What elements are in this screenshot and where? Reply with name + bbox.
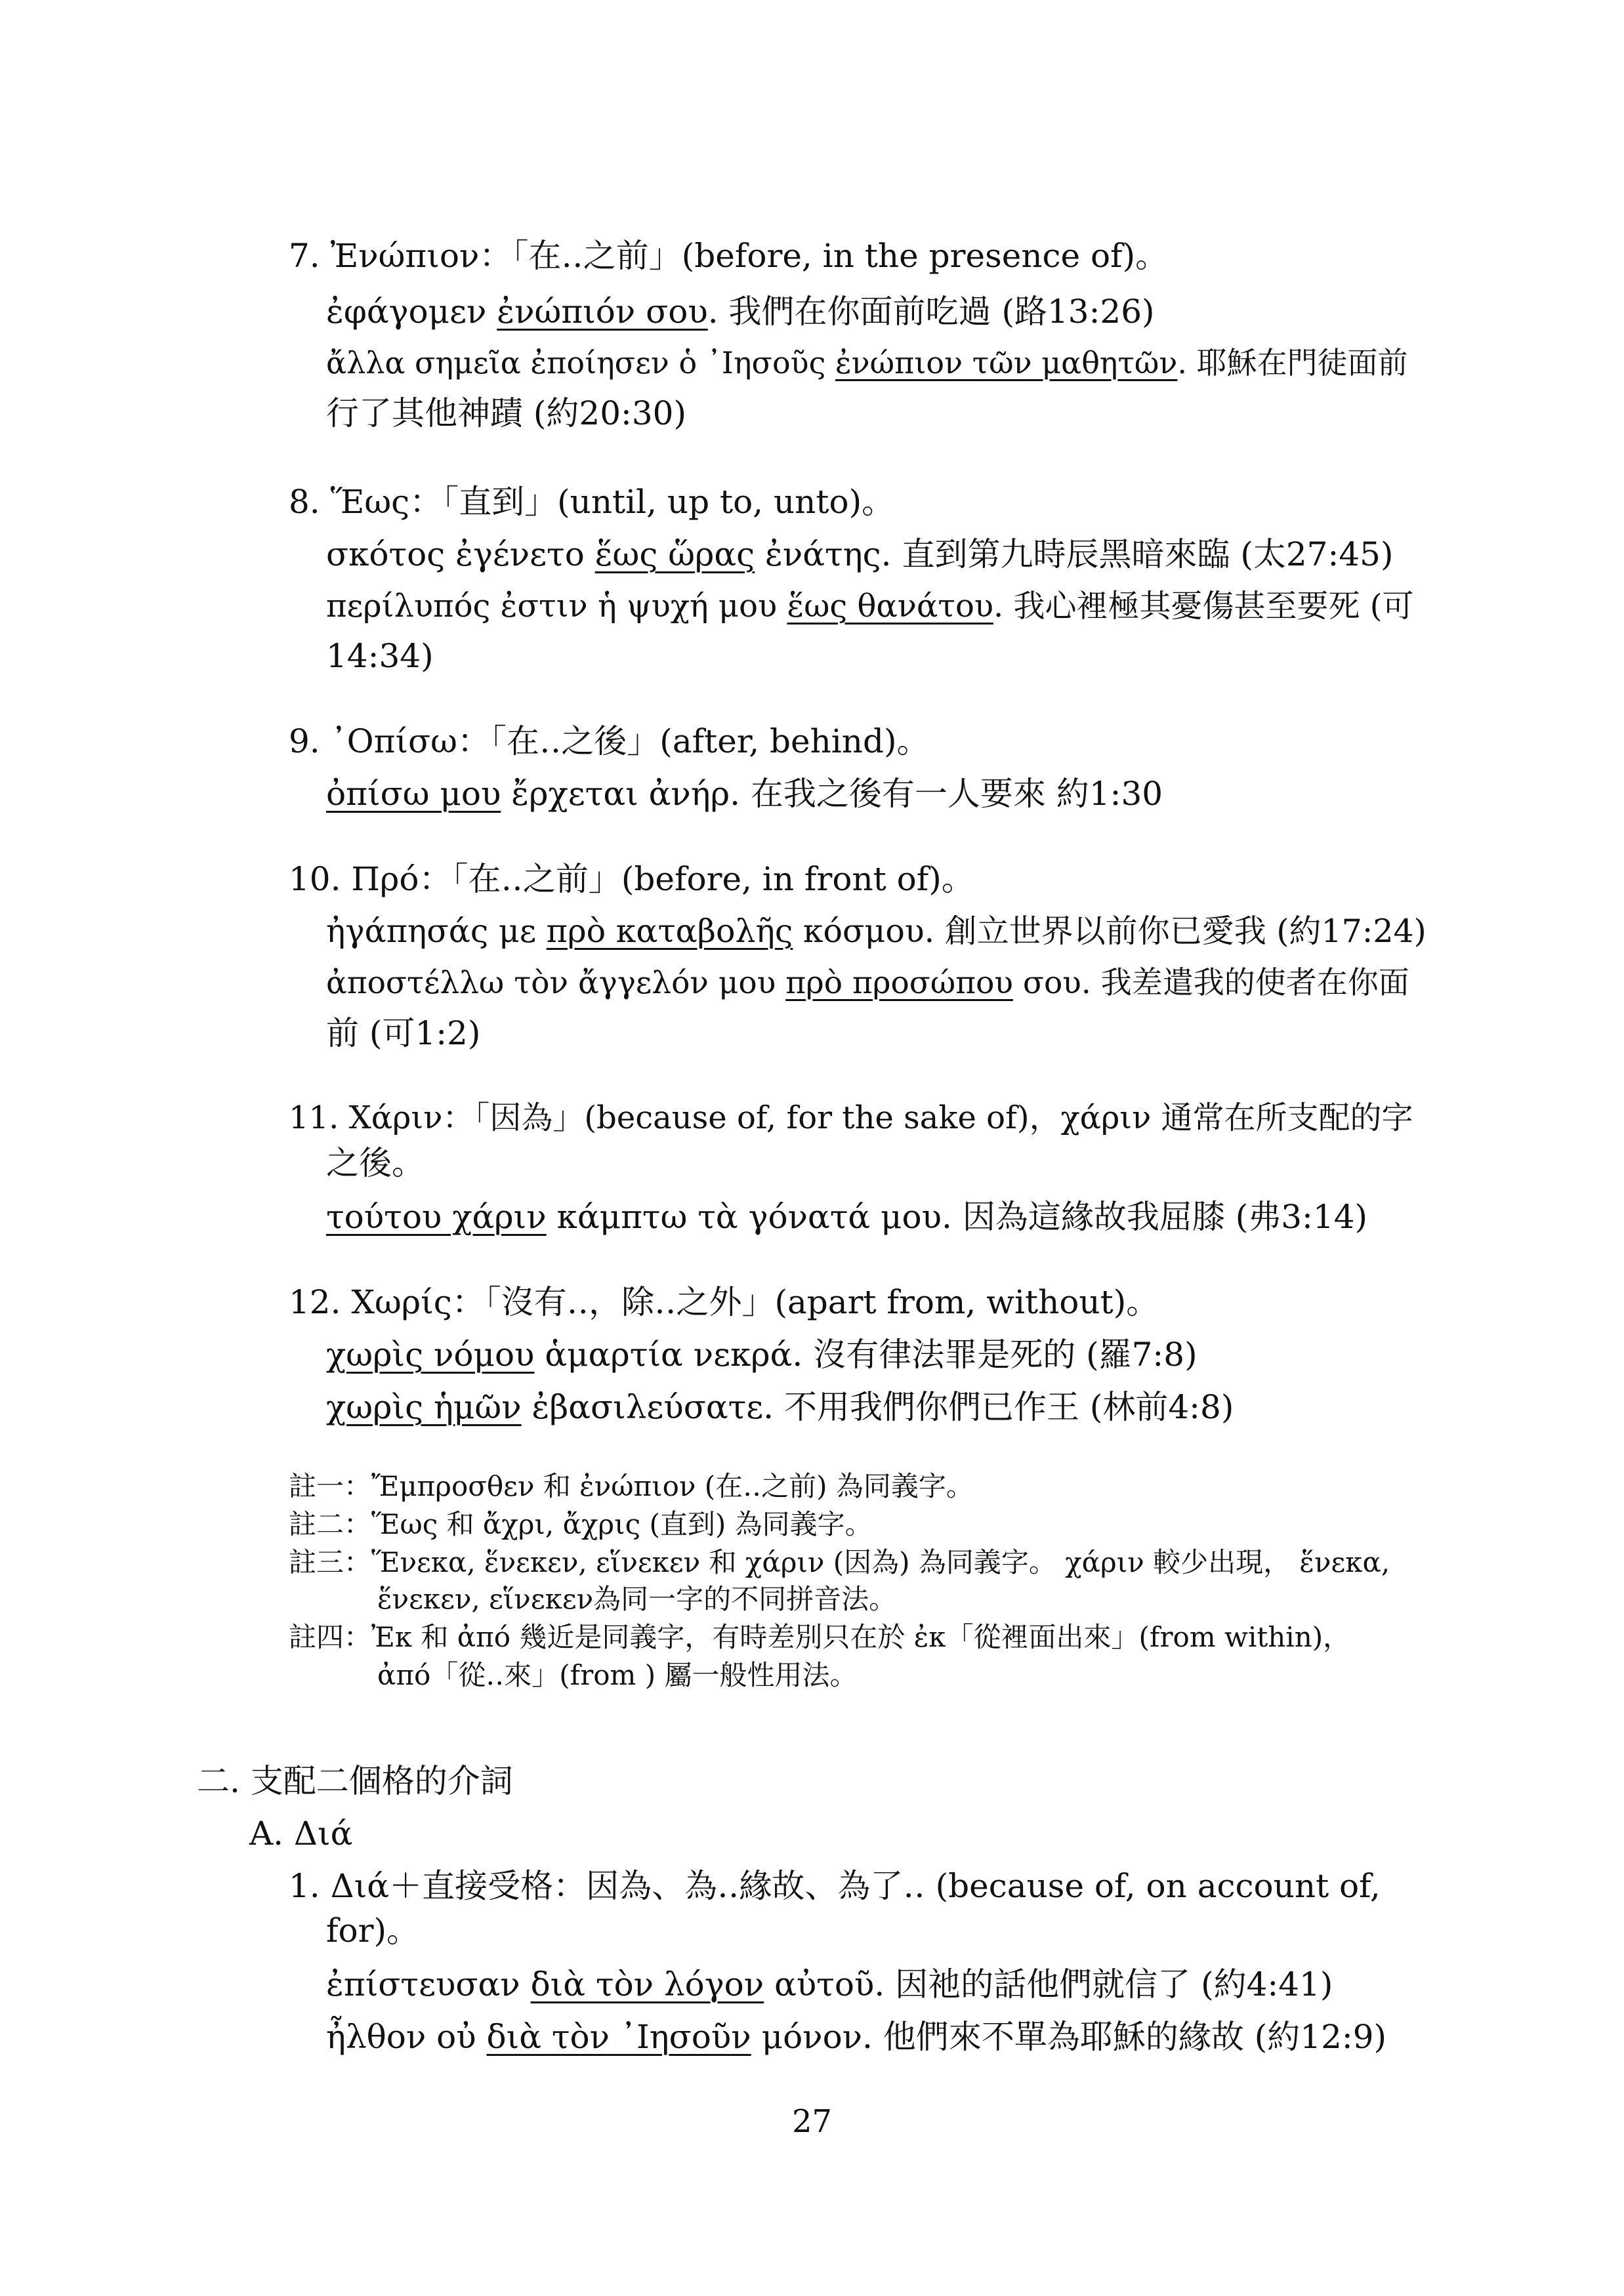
example-continuation: 14:34) bbox=[326, 637, 434, 675]
underlined-phrase: πρὸ προσώπου bbox=[785, 965, 1013, 1001]
note-4: 註四：Ἐκ 和 ἀπό 幾近是同義字，有時差別只在於 ἐκ「從裡面出來」(from within)， bbox=[289, 1621, 1351, 1653]
example-continuation: 行了其他神蹟 (約20:30) bbox=[326, 394, 686, 432]
section-item-1-heading: 1. Διά＋直接受格：因為、為‥緣故、為了‥ (because of, on account of, bbox=[289, 1867, 1381, 1905]
item-11-heading: 11. Χάριν：「因為」(because of, for the sake of)，χάριν 通常在所支配的字 bbox=[289, 1099, 1413, 1136]
underlined-phrase: χωρὶς ἡμῶν bbox=[326, 1388, 522, 1426]
example-line: ἦλθον οὐ διὰ τὸν ᾿Ιησοῦν μόνον. 他們來不單為耶穌的緣故 (約12:9) bbox=[326, 2018, 1387, 2056]
example-line: ἐπίστευσαν διὰ τὸν λόγον αὐτοῦ. 因祂的話他們就信了 (約4:41) bbox=[326, 1965, 1333, 2003]
item-7-heading: 7. Ἐνώπιον：「在‥之前」(before, in the presence of)。 bbox=[289, 237, 1169, 275]
underlined-phrase: τούτου χάριν bbox=[326, 1198, 547, 1236]
example-continuation: 前 (可1:2) bbox=[326, 1014, 481, 1052]
underlined-phrase: διὰ τὸν λόγον bbox=[530, 1965, 764, 2003]
note-2: 註二：Ἕως 和 ἄχρι, ἄχρις (直到) 為同義字。 bbox=[289, 1508, 873, 1540]
example-line: σκότος ἐγένετο ἕως ὥρας ἐνάτης. 直到第九時辰黑暗來臨 (太27:45) bbox=[326, 535, 1394, 573]
underlined-phrase: ἕως θανάτου bbox=[787, 588, 994, 625]
section-item-1-heading-cont: for)。 bbox=[326, 1912, 420, 1950]
item-10-heading: 10. Πρό：「在‥之前」(before, in front of)。 bbox=[289, 860, 974, 898]
example-line: ἄλλα σημεῖα ἐποίησεν ὁ ᾿Ιησοῦς ἐνώπιον τῶν μαθητῶν. 耶穌在門徒面前 bbox=[326, 345, 1408, 380]
underlined-phrase: πρὸ καταβολῆς bbox=[546, 912, 793, 950]
example-line: περίλυπός ἐστιν ἡ ψυχή μου ἕως θανάτου. 我心裡極其憂傷甚至要死 (可 bbox=[326, 588, 1414, 625]
example-line: ἀποστέλλω τὸν ἄγγελόν μου πρὸ προσώπου σου. 我差遣我的使者在你面 bbox=[326, 965, 1409, 1001]
example-line: χωρὶς νόμου ἁμαρτία νεκρά. 沒有律法罪是死的 (羅7:8) bbox=[326, 1336, 1197, 1374]
note-3: 註三：Ἕνεκα, ἕνεκεν, εἵνεκεν 和 χάριν (因為) 為同義字。 χάριν 較少出現， ἕνεκα, bbox=[289, 1546, 1390, 1578]
item-8-heading: 8. Ἕως：「直到」(until, up to, unto)。 bbox=[289, 483, 895, 521]
underlined-phrase: ἐνώπιόν σου bbox=[497, 293, 708, 331]
item-11-heading-cont: 之後。 bbox=[326, 1144, 425, 1182]
underlined-phrase: ἕως ὥρας bbox=[594, 535, 755, 573]
subsection-title: A. Διά bbox=[249, 1814, 353, 1853]
underlined-phrase: ὀπίσω μου bbox=[326, 775, 501, 813]
example-line: ὀπίσω μου ἔρχεται ἀνήρ. 在我之後有一人要來 約1:30 bbox=[326, 775, 1163, 813]
note-3-cont: ἕνεκεν, εἵνεκεν為同一字的不同拼音法。 bbox=[377, 1583, 897, 1615]
underlined-phrase: διὰ τὸν ᾿Ιησοῦν bbox=[486, 2018, 751, 2056]
underlined-phrase: ἐνώπιον τῶν μαθητῶν bbox=[835, 345, 1178, 380]
note-1: 註一：Ἔμπροσθεν 和 ἐνώπιον (在‥之前) 為同義字。 bbox=[289, 1470, 974, 1502]
item-9-heading: 9. ᾿Οπίσω：「在‥之後」(after, behind)。 bbox=[289, 722, 930, 760]
example-line: ἠγάπησάς με πρὸ καταβολῆς κόσμου. 創立世界以前你已愛我 (約17:24) bbox=[326, 912, 1426, 950]
note-4-cont: ἀπό「從‥來」(from ) 屬一般性用法。 bbox=[377, 1659, 858, 1691]
example-line: ἐφάγομεν ἐνώπιόν σου. 我們在你面前吃過 (路13:26) bbox=[326, 293, 1155, 331]
page-number: 27 bbox=[791, 2103, 833, 2140]
section-title: 二. 支配二個格的介詞 bbox=[197, 1762, 513, 1800]
example-line: χωρὶς ἡμῶν ἐβασιλεύσατε. 不用我們你們已作王 (林前4:8) bbox=[326, 1388, 1234, 1426]
item-12-heading: 12. Χωρίς：「沒有‥，除‥之外」(apart from, without)。 bbox=[289, 1283, 1159, 1321]
example-line: τούτου χάριν κάμπτω τὰ γόνατά μου. 因為這緣故我屈膝 (弗3:14) bbox=[326, 1198, 1368, 1236]
underlined-phrase: χωρὶς νόμου bbox=[326, 1336, 535, 1374]
